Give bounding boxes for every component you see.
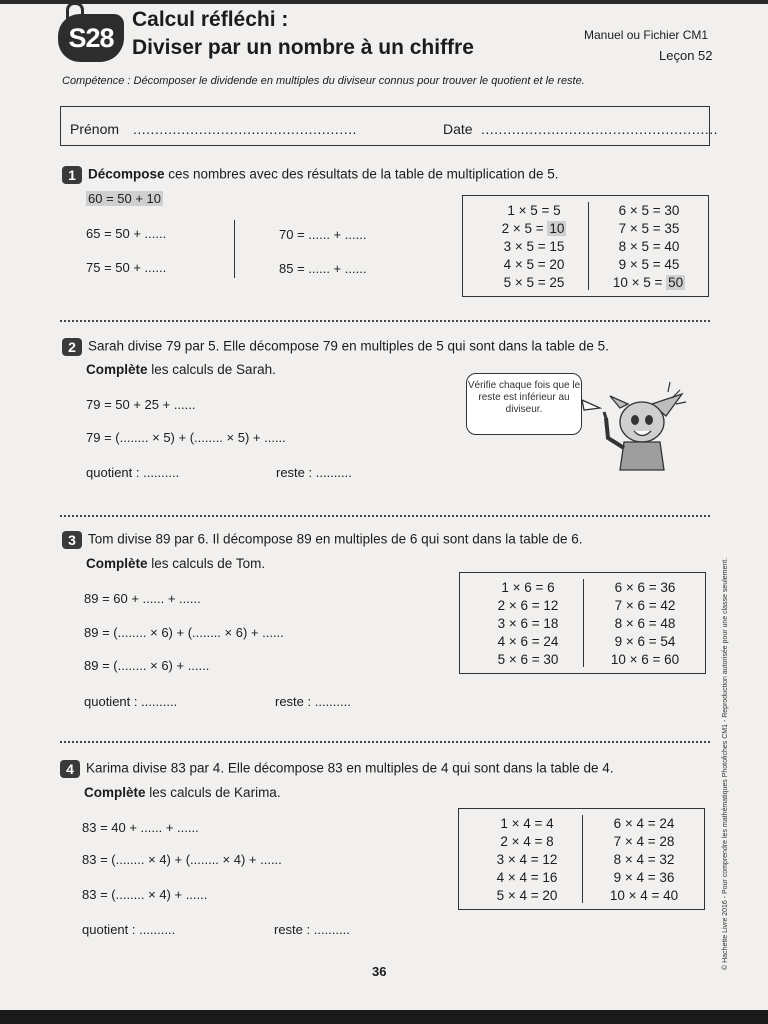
hint-bubble: Vérifie chaque fois que le reste est inférieur au diviseur.	[466, 373, 582, 435]
table-row: 10 × 6 = 60	[610, 652, 680, 667]
ex2-line-2[interactable]: 79 = (........ × 5) + (........ × 5) + ......	[86, 430, 286, 445]
ex3-line-1[interactable]: 89 = 60 + ...... + ......	[84, 591, 201, 606]
name-date-box	[60, 106, 719, 146]
ex3-verb: Complète	[86, 556, 148, 571]
date-label: Date	[443, 121, 473, 137]
ex1-item-a[interactable]: 65 = 50 + ......	[86, 226, 167, 241]
table-6-right	[590, 579, 700, 669]
table-row: 4 × 5 = 20	[503, 257, 565, 272]
table-row	[473, 220, 595, 238]
elf-mascot-icon	[580, 378, 690, 478]
ex3-reste[interactable]: reste : ..........	[275, 694, 351, 709]
table-5-right	[595, 202, 703, 292]
table-divider	[588, 202, 589, 290]
ex3-intro-text: Tom divise 89 par 6. Il décompose 89 en multiples de 6 qui sont dans la table de 6.	[88, 531, 583, 547]
ex1-instruction	[62, 166, 559, 184]
prenom-label: Prénom	[70, 121, 120, 137]
ex1-divider	[234, 220, 235, 278]
ex1-item-b[interactable]: 75 = 50 + ......	[86, 260, 167, 275]
table-row: 4 × 6 = 24	[497, 634, 559, 649]
table-5-left	[473, 202, 595, 292]
table-row: 7 × 5 = 35	[618, 221, 680, 236]
ex1-number: 1	[62, 166, 82, 184]
table-row: 4 × 4 = 16	[496, 870, 558, 885]
highlight-value: 10	[549, 221, 565, 236]
ex2-number: 2	[62, 338, 82, 356]
page-edge	[0, 0, 768, 4]
separator	[60, 515, 710, 517]
ex4-intro	[60, 760, 614, 778]
table-row: 5 × 4 = 20	[496, 888, 558, 903]
ex1-verb: Décompose	[88, 166, 165, 182]
ex4-verb: Complète	[84, 785, 146, 800]
table-6-left	[468, 579, 588, 669]
ex1-item-c[interactable]: 70 = ...... + ......	[279, 227, 367, 242]
table-row: 6 × 5 = 30	[618, 203, 680, 218]
ex3-line-3[interactable]: 89 = (........ × 6) + ......	[84, 658, 210, 673]
ex1-instruction-text: ces nombres avec des résultats de la table de multiplication de 5.	[164, 166, 559, 182]
table-of-5	[462, 195, 709, 297]
ex3-number: 3	[62, 531, 82, 549]
table-row: 8 × 6 = 48	[614, 616, 676, 631]
ex4-complete-text: les calculs de Karima.	[145, 785, 281, 800]
table-row: 2 × 4 = 8	[500, 834, 554, 849]
ex4-line-1[interactable]: 83 = 40 + ...... + ......	[82, 820, 199, 835]
table-4-left	[467, 815, 587, 905]
table-row: 1 × 4 = 4	[500, 816, 554, 831]
ex3-intro	[62, 531, 583, 549]
table-divider	[582, 815, 583, 903]
table-row: 8 × 5 = 40	[618, 239, 680, 254]
ex3-line-2[interactable]: 89 = (........ × 6) + (........ × 6) + ......	[84, 625, 284, 640]
table-row: 9 × 5 = 45	[618, 257, 680, 272]
ex2-line-1[interactable]: 79 = 50 + 25 + ......	[86, 397, 196, 412]
table-row: 9 × 6 = 54	[614, 634, 676, 649]
table-divider	[583, 579, 584, 667]
date-field[interactable]: ......................................................	[481, 121, 719, 137]
ex4-complete	[84, 785, 281, 800]
table-row: 1 × 6 = 6	[501, 580, 555, 595]
ex3-complete-text: les calculs de Tom.	[147, 556, 266, 571]
table-4-right	[589, 815, 699, 905]
table-row	[595, 274, 703, 292]
separator	[60, 320, 710, 322]
ex1-example-text: 60 = 50 + 10	[88, 191, 162, 206]
competence-text: Compétence : Décomposer le dividende en multiples du diviseur connus pour trouver le quotient et le reste.	[62, 75, 585, 87]
ex4-intro-text: Karima divise 83 par 4. Elle décompose 83 en multiples de 4 qui sont dans la table de 4.	[86, 760, 614, 776]
ex1-item-d[interactable]: 85 = ...... + ......	[279, 261, 367, 276]
scan-edge	[0, 1010, 768, 1024]
ex2-complete	[86, 362, 276, 377]
ex4-reste[interactable]: reste : ..........	[274, 922, 350, 937]
table-row: 6 × 4 = 24	[613, 816, 675, 831]
table-row: 3 × 6 = 18	[497, 616, 559, 631]
sheet-badge: S28	[58, 14, 124, 62]
lecon-reference: Leçon 52	[659, 48, 713, 63]
ex2-intro	[62, 338, 609, 356]
table-row: 5 × 6 = 30	[497, 652, 559, 667]
table-row: 6 × 6 = 36	[614, 580, 676, 595]
title-line-2: Diviser par un nombre à un chiffre	[132, 36, 474, 59]
ex2-intro-text: Sarah divise 79 par 5. Elle décompose 79 en multiples de 5 qui sont dans la table de 5.	[88, 338, 609, 354]
table-row: 7 × 6 = 42	[614, 598, 676, 613]
prenom-field[interactable]: ...................................................	[133, 121, 357, 137]
ex4-line-3[interactable]: 83 = (........ × 4) + ......	[82, 887, 208, 902]
table-row-text: 10 × 5 =	[612, 275, 667, 290]
table-row: 3 × 5 = 15	[503, 239, 565, 254]
ex4-number: 4	[60, 760, 80, 778]
ex3-quotient[interactable]: quotient : ..........	[84, 694, 178, 709]
page-number: 36	[372, 964, 387, 979]
copyright-text: © Hachette Livre 2016 - Pour comprendre les mathématiques Photofiches CM1 - Reproduction autorisée pour une classe seulement.	[722, 557, 729, 970]
ex1-example	[86, 191, 163, 206]
table-row: 5 × 5 = 25	[503, 275, 565, 290]
separator	[60, 741, 710, 743]
highlight-value: 50	[668, 275, 684, 290]
ex4-line-2[interactable]: 83 = (........ × 4) + (........ × 4) + ......	[82, 852, 282, 867]
table-row: 1 × 5 = 5	[507, 203, 561, 218]
table-of-6	[459, 572, 706, 674]
ex3-complete	[86, 556, 265, 571]
ex2-quotient[interactable]: quotient : ..........	[86, 465, 180, 480]
ex2-complete-text: les calculs de Sarah.	[147, 362, 276, 377]
table-row-text: 2 × 5 =	[501, 221, 548, 236]
table-of-4	[458, 808, 705, 910]
table-row: 8 × 4 = 32	[613, 852, 675, 867]
table-row: 7 × 4 = 28	[613, 834, 675, 849]
title-line-1: Calcul réfléchi :	[132, 8, 289, 31]
ex4-quotient[interactable]: quotient : ..........	[82, 922, 176, 937]
table-row: 9 × 4 = 36	[613, 870, 675, 885]
manuel-reference: Manuel ou Fichier CM1	[584, 28, 709, 42]
table-row: 3 × 4 = 12	[496, 852, 558, 867]
ex2-verb: Complète	[86, 362, 148, 377]
table-row: 10 × 4 = 40	[609, 888, 679, 903]
ex2-reste[interactable]: reste : ..........	[276, 465, 352, 480]
table-row: 2 × 6 = 12	[497, 598, 559, 613]
